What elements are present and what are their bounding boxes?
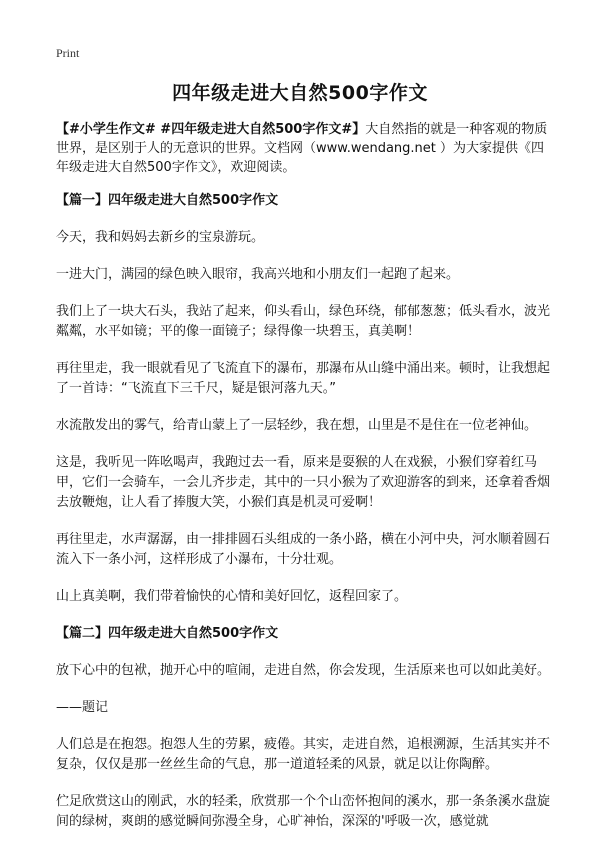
- section-heading-2: 【篇二】四年级走进大自然500字作文: [56, 626, 279, 641]
- paragraph: 一进大门，满园的绿色映入眼帘，我高兴地和小朋友们一起跑了起来。: [56, 267, 460, 282]
- paragraph: 伫足欣赏这山的刚武，水的轻柔，欣赏那一个个山峦怀抱间的溪水，那一条条溪水盘旋间的绿树，爽朗的感觉瞬间弥漫全身，心旷神怡，深深的'呼吸一次，感觉就: [56, 794, 551, 829]
- paragraph: 这是，我听见一阵吆喝声，我跑过去一看，原来是耍猴的人在戏猴，小猴们穿着红马甲，它们一会骑车，一会儿齐步走，其中的一只小猴为了欢迎游客的到来，还拿着香烟去放鞭炮，让人看了捧腹大笑，小猴们真是机灵可爱啊！: [56, 455, 551, 510]
- article-body: [56, 120, 550, 849]
- section-heading-1: 【篇一】四年级走进大自然500字作文: [56, 193, 279, 208]
- epigraph-attribution: ——题记: [56, 700, 109, 715]
- paragraph: 再往里走，水声潺潺，由一排排圆石头组成的一条小路，横在小河中央，河水顺着圆石流入下一条小河，这样形成了小瀑布，十分壮观。: [56, 532, 551, 567]
- paragraph: 我们上了一块大石头，我站了起来，仰头看山，绿色环绕，郁郁葱葱；低头看水，波光粼粼，水平如镜；平的像一面镜子；绿得像一块碧玉，真美啊！: [56, 304, 551, 339]
- article-title: 四年级走进大自然500字作文: [172, 82, 428, 104]
- paragraph: 山上真美啊，我们带着愉快的心情和美好回忆，返程回家了。: [56, 589, 408, 604]
- intro-tags: 【#小学生作文# #四年级走进大自然500字作文#】: [56, 122, 366, 137]
- paragraph: 放下心中的包袱，抛开心中的喧闹，走进自然，你会发现，生活原来也可以如此美好。: [56, 663, 551, 678]
- paragraph: 人们总是在抱怨。抱怨人生的劳累，疲倦。其实，走进自然，追根溯源，生活其实并不复杂，仅仅是那一丝丝生命的气息，那一道道轻柔的风景，就足以让你陶醉。: [56, 737, 551, 772]
- paragraph: 今天，我和妈妈去新乡的宝泉游玩。: [56, 230, 265, 245]
- print-link[interactable]: Print: [56, 46, 80, 60]
- paragraph: 水流散发出的雾气，给青山蒙上了一层轻纱，我在想，山里是不是住在一位老神仙。: [56, 418, 538, 433]
- intro-text: 大自然指的就是一种客观的物质世界，是区别于人的无意识的世界。文档网（www.wendang.net ）为大家提供《四年级走进大自然500字作文》，欢迎阅读。: [56, 122, 548, 175]
- paragraph: 再往里走，我一眼就看见了飞流直下的瀑布，那瀑布从山缝中涌出来。顿时，让我想起了一首诗：“飞流直下三千尺，疑是银河落九天。”: [56, 361, 551, 396]
- intro-paragraph: [56, 120, 550, 177]
